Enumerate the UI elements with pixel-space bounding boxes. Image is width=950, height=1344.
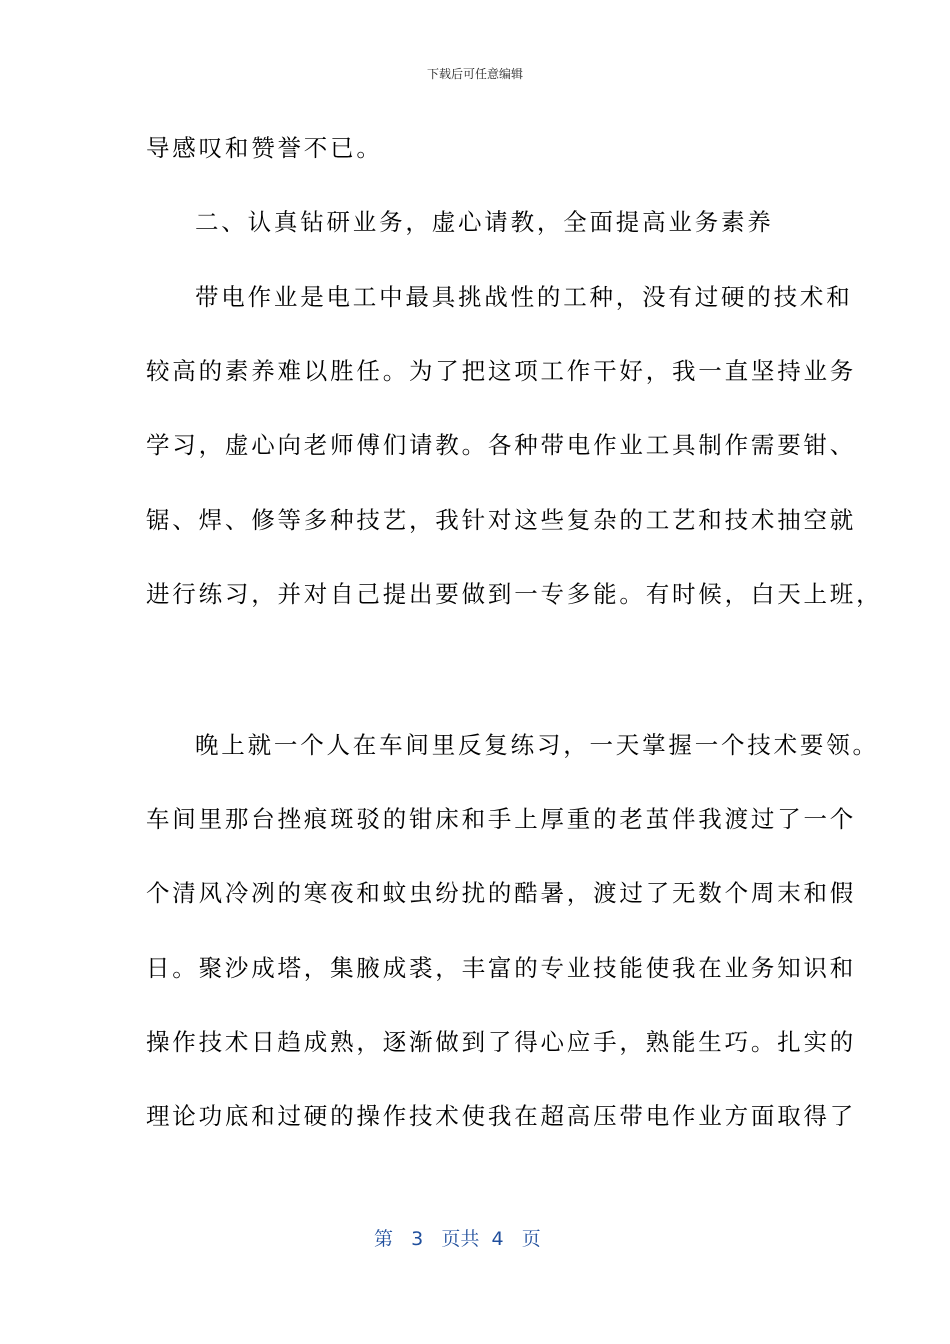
body-line-6: 锯、焊、修等多种技艺，我针对这些复杂的工艺和技术抽空就 — [146, 506, 857, 534]
body-line-9: 车间里那台挫痕斑驳的钳床和手上厚重的老茧伴我渡过了一个 — [146, 805, 857, 833]
body-line-8: 晚上就一个人在车间里反复练习，一天掌握一个技术要领。 — [195, 731, 879, 759]
body-line-10: 个清风冷冽的寒夜和蚊虫纷扰的酷暑，渡过了无数个周末和假 — [146, 879, 857, 907]
body-line-5: 学习，虚心向老师傅们请教。各种带电作业工具制作需要钳、 — [146, 431, 857, 459]
body-line-1: 导感叹和赞誉不已。 — [146, 134, 383, 162]
page-prefix: 第 — [374, 1228, 394, 1250]
section-heading: 二、认真钻研业务，虚心请教，全面提高业务素养 — [195, 208, 774, 236]
body-line-13: 理论功底和过硬的操作技术使我在超高压带电作业方面取得了 — [146, 1102, 857, 1130]
total-pages-number: 4 — [491, 1228, 504, 1250]
current-page-number: 3 — [411, 1228, 424, 1250]
page-middle: 页共 — [441, 1228, 480, 1250]
body-line-4: 较高的素养难以胜任。为了把这项工作干好，我一直坚持业务 — [146, 357, 857, 385]
page-suffix: 页 — [521, 1228, 541, 1250]
page-footer — [374, 1226, 541, 1252]
body-line-3: 带电作业是电工中最具挑战性的工种，没有过硬的技术和 — [195, 283, 853, 311]
header-note: 下载后可任意编辑 — [426, 67, 523, 81]
body-line-12: 操作技术日趋成熟，逐渐做到了得心应手，熟能生巧。扎实的 — [146, 1028, 857, 1056]
body-line-11: 日。聚沙成塔，集腋成裘，丰富的专业技能使我在业务知识和 — [146, 954, 857, 982]
body-line-7: 进行练习，并对自己提出要做到一专多能。有时候，白天上班， — [146, 580, 883, 608]
